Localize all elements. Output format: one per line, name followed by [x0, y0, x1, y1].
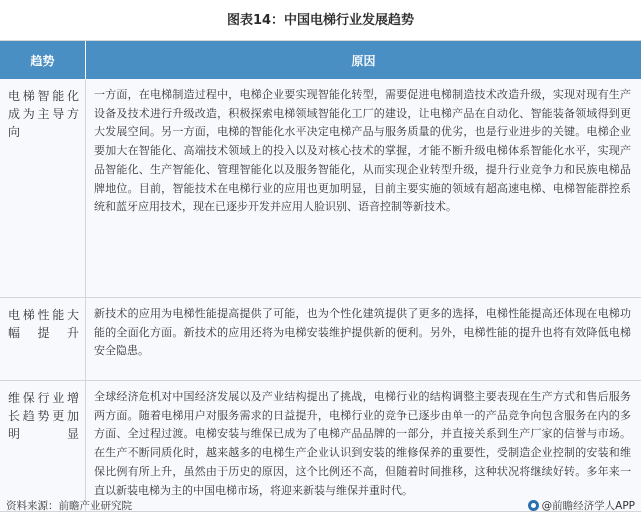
table-row — [0, 298, 641, 381]
header-trend: 趋势 — [0, 41, 86, 79]
qianzhan-logo-icon — [528, 500, 539, 511]
table-header — [0, 41, 641, 79]
trend-table — [0, 40, 641, 512]
chart-title: 图表14：中国电梯行业发展趋势 — [226, 13, 415, 28]
reason-cell: 全球经济危机对中国经济发展以及产业结构提出了挑战，电梯行业的结构调整主要表现在生产方式和售后服务两方面。随着电梯用户对服务需求的日益提升，电梯行业的竞争已逐步由单一的产品竞争向包含服务在内的多方面、全过程过渡。电梯安装与维保已成为了电梯产品品牌的一部分，并直接关系到生产厂家的信誉与市场。在生产不断同质化时，越来越多的电梯生产企业认识到安装的维修保养的重要性，受制造企业控制的安装和维保比例有所上升，虽然由于历史的原因，这个比例还不高，但随着时间推移，这种状况将继续好转。多年来一直以新装电梯为主的中国电梯市场，将迎来新装与维保并重时代。 — [94, 390, 631, 497]
table-row — [0, 381, 641, 512]
trend-cell: 电梯智能化成为主导方向 — [0, 79, 86, 297]
reason-cell: 一方面，在电梯制造过程中，电梯企业要实现智能化转型，需要促进电梯制造技术改造升级，实现对现有生产设备及技术进行升级改造，积极探索电梯领域智能化工厂的建设，让电梯产品在自动化、智能装备领域得到更大发展空间。另一方面，电梯的智能化水平决定电梯产品与服务质量的优劣，也是行业进步的关键。电梯企业要加大在智能化、高端技术领域上的投入以及对核心技术的掌握，才能不断升级电梯体系智能化水平，实现产品智能化、生产智能化、管理智能化以及服务智能化，从而实现企业转型升级，提升行业竞争力和民族电梯品牌地位。目前，智能技术在电梯行业的应用也更加明显，目前主要实施的领域有超高速电梯、电梯智能群控系统和蓝牙应用技术，现在已逐步开发并应用人脸识别、语音控制等新技术。 — [94, 88, 631, 214]
header-reason: 原因 — [351, 53, 376, 68]
brand-text: @前瞻经济学人APP — [541, 500, 635, 512]
footer — [0, 498, 641, 514]
trend-cell: 维保行业增长趋势更加明显 — [0, 381, 86, 511]
trend-cell: 电梯性能大幅提升 — [0, 298, 86, 380]
brand-mark — [528, 498, 635, 513]
table-row — [0, 79, 641, 298]
source-note: 资料来源：前瞻产业研究院 — [6, 500, 132, 512]
reason-cell: 新技术的应用为电梯性能提高提供了可能，也为个性化建筑提供了更多的选择，电梯性能提高还体现在电梯功能的全面化方面。新技术的应用还将为电梯安装维护提供新的便利。另外，电梯性能的提升也将有效降低电梯安全隐患。 — [94, 307, 631, 358]
